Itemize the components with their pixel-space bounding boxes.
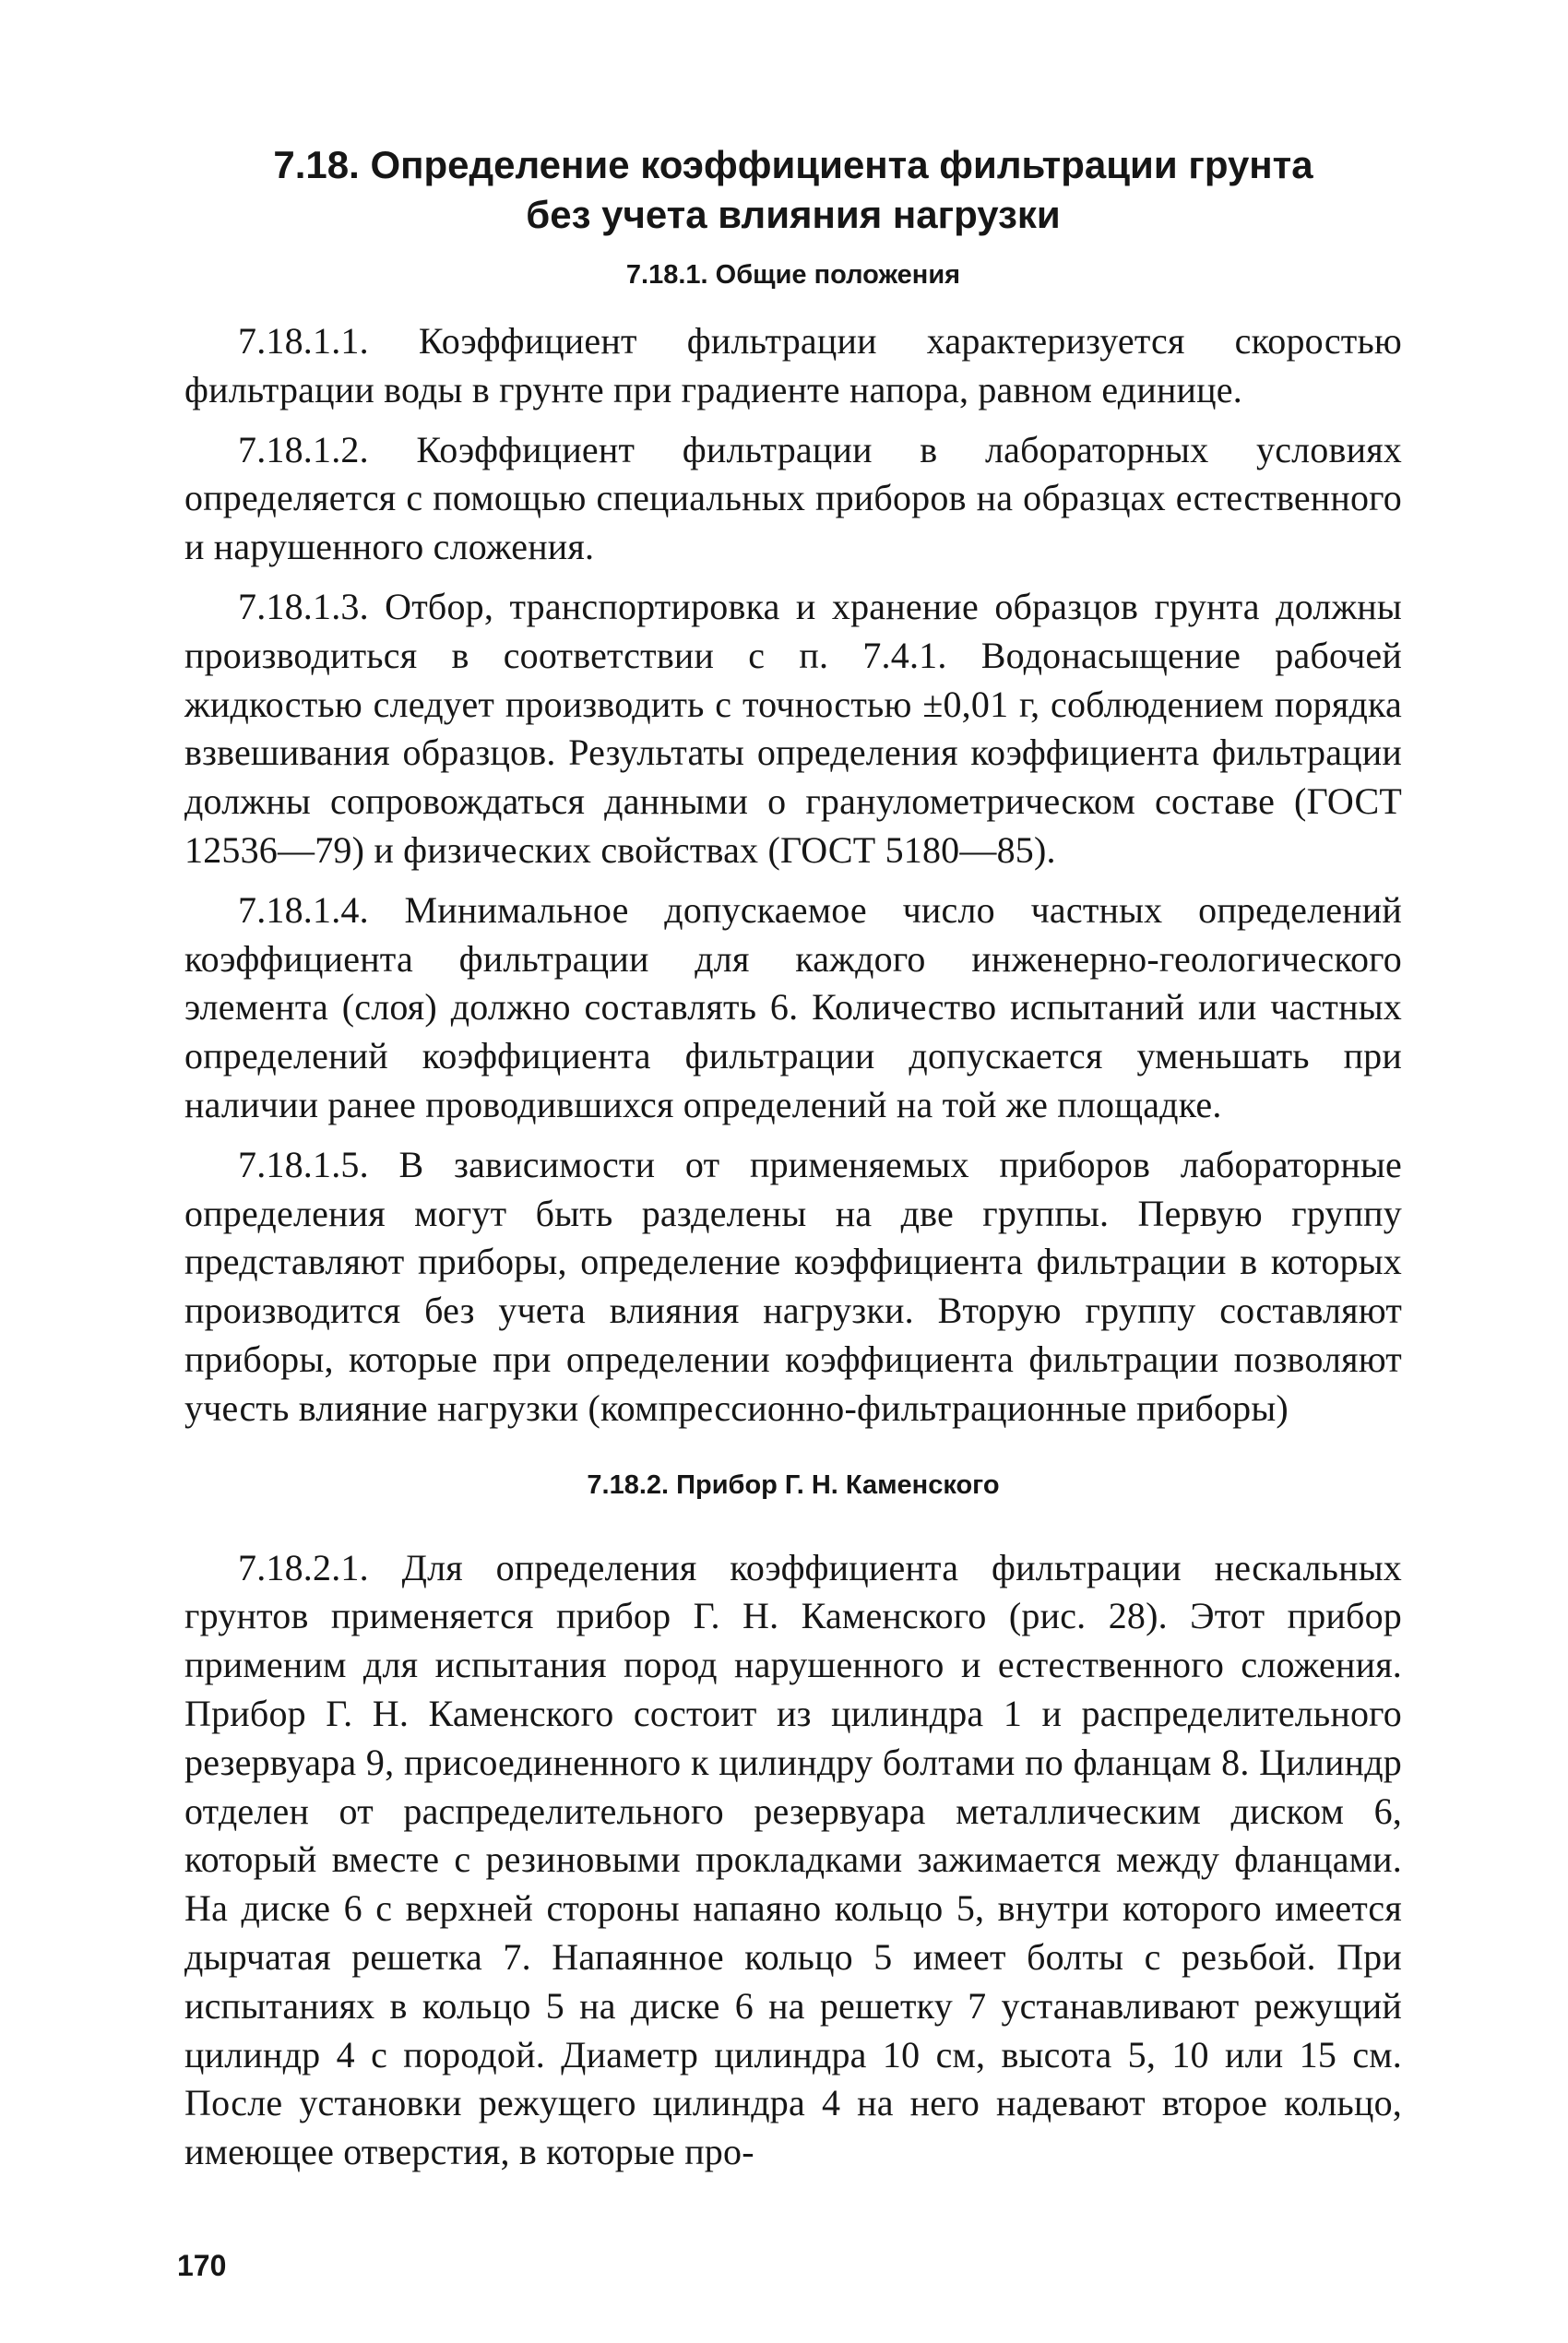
- page-number: 170: [177, 2249, 227, 2282]
- text-block: [184, 140, 1402, 2188]
- subsection-title-general: 7.18.1. Общие положения: [625, 260, 961, 290]
- paragraph-7-18-1-2: 7.18.1.2. Коэффициент фильтрации в лабораторных условиях определяется с помощью специальных приборов на образцах естественного и нарушенного сложения.: [184, 428, 1402, 568]
- subsection-title-kamensky-device: 7.18.2. Прибор Г. Н. Каменского: [587, 1469, 1000, 1500]
- paragraph-7-18-2-1: 7.18.2.1. Для определения коэффициента фильтрации нескальных грунтов применяется прибор Г. Н. Каменского (рис. 28). Этот прибор применим для испытания пород нарушенного и естественного сложения. Прибор Г. Н. Каменского состоит из цилиндра 1 и распределительного резервуара 9, присоединенного к цилиндру болтами по фланцам 8. Цилиндр отделен от распределительного резервуара металлическим диском 6, который вместе с резиновыми прокладками зажимается между фланцами. На диске 6 с верхней стороны напаяно кольцо 5, внутри которого имеется дырчатая решетка 7. Напаянное кольцо 5 имеет болты с резьбой. При испытаниях в кольцо 5 на диске 6 на решетку 7 устанавливают режущий цилиндр 4 с породой. Диаметр цилиндра 10 см, высота 5, 10 или 15 см. После установки режущего цилиндра 4 на него надевают второе кольцо, имеющее отверстия, в которые про-: [184, 1546, 1402, 2173]
- paragraph-7-18-1-3: 7.18.1.3. Отбор, транспортировка и хранение образцов грунта должны производиться в соответствии с п. 7.4.1. Водонасыщение рабочей жидкостью следует производить с точностью ±0,01 г, соблюдением порядка взвешивания образцов. Результаты определения коэффициента фильтрации должны сопровождаться данными о гранулометрическом составе (ГОСТ 12536—79) и физических свойствах (ГОСТ 5180—85).: [184, 585, 1402, 871]
- section-title-line-2: без учета влияния нагрузки: [526, 193, 1061, 236]
- paragraph-7-18-1-5: 7.18.1.5. В зависимости от применяемых приборов лабораторные определения могут быть разделены на две группы. Первую группу представляют приборы, определение коэффициента фильтрации в которых производится без учета влияния нагрузки. Вторую группу составляют приборы, которые при определении коэффициента фильтрации позволяют учесть влияние нагрузки (компрессионно-фильтрационные приборы): [184, 1143, 1402, 1429]
- section-title-line-1: 7.18. Определение коэффициента фильтрации грунта: [273, 143, 1313, 186]
- paragraph-7-18-1-4: 7.18.1.4. Минимальное допускаемое число частных определений коэффициента фильтрации для каждого инженерно-геологического элемента (слоя) должно составлять 6. Количество испытаний или частных определений коэффициента фильтрации допускается уменьшать при наличии ранее проводившихся определений на той же площадке.: [184, 888, 1402, 1125]
- paragraph-7-18-1-1: 7.18.1.1. Коэффициент фильтрации характеризуется скоростью фильтрации воды в грунте при градиенте напора, равном единице.: [184, 320, 1402, 410]
- section-title: [184, 140, 1402, 240]
